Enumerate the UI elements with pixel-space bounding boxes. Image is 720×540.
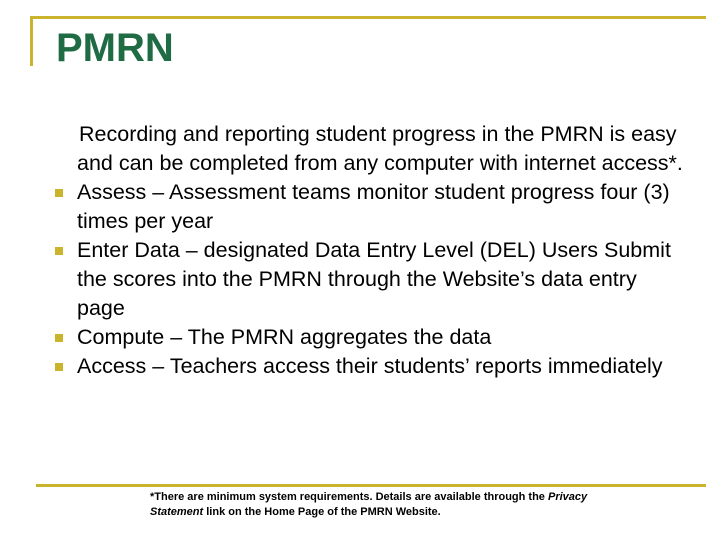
bullet-item-access bbox=[50, 352, 690, 381]
bullet-item-compute bbox=[50, 323, 690, 352]
footnote bbox=[150, 490, 620, 520]
privacy-statement-link[interactable]: Privacy Statement bbox=[150, 491, 588, 518]
bullet-text: Enter Data – designated Data Entry Level (DEL) Users Submit the scores into the PMRN through the Website’s data entry page bbox=[77, 238, 671, 320]
intro-paragraph: Recording and reporting student progress in the PMRN is easy and can be completed from any computer with internet access*. bbox=[77, 122, 683, 175]
square-bullet-icon bbox=[55, 247, 63, 255]
left-frame-rule bbox=[30, 16, 33, 66]
bullet-text: Compute – The PMRN aggregates the data bbox=[77, 325, 492, 349]
slide-body bbox=[50, 120, 690, 381]
square-bullet-icon bbox=[55, 334, 63, 342]
top-frame-rule bbox=[30, 16, 706, 19]
bullet-item-assess bbox=[50, 178, 690, 236]
square-bullet-icon bbox=[55, 363, 63, 371]
slide-title: PMRN bbox=[56, 26, 174, 70]
bottom-divider-rule bbox=[36, 484, 706, 487]
footnote-text: *There are minimum system requirements. Details are available through the bbox=[150, 491, 545, 503]
footnote-text-end: link on the Home Page of the PMRN Website. bbox=[203, 506, 441, 518]
bullet-item-enter-data bbox=[50, 236, 690, 323]
bullet-text: Access – Teachers access their students’ reports immediately bbox=[77, 354, 663, 378]
square-bullet-icon bbox=[55, 189, 63, 197]
bullet-text: Assess – Assessment teams monitor student progress four (3) times per year bbox=[77, 180, 670, 233]
